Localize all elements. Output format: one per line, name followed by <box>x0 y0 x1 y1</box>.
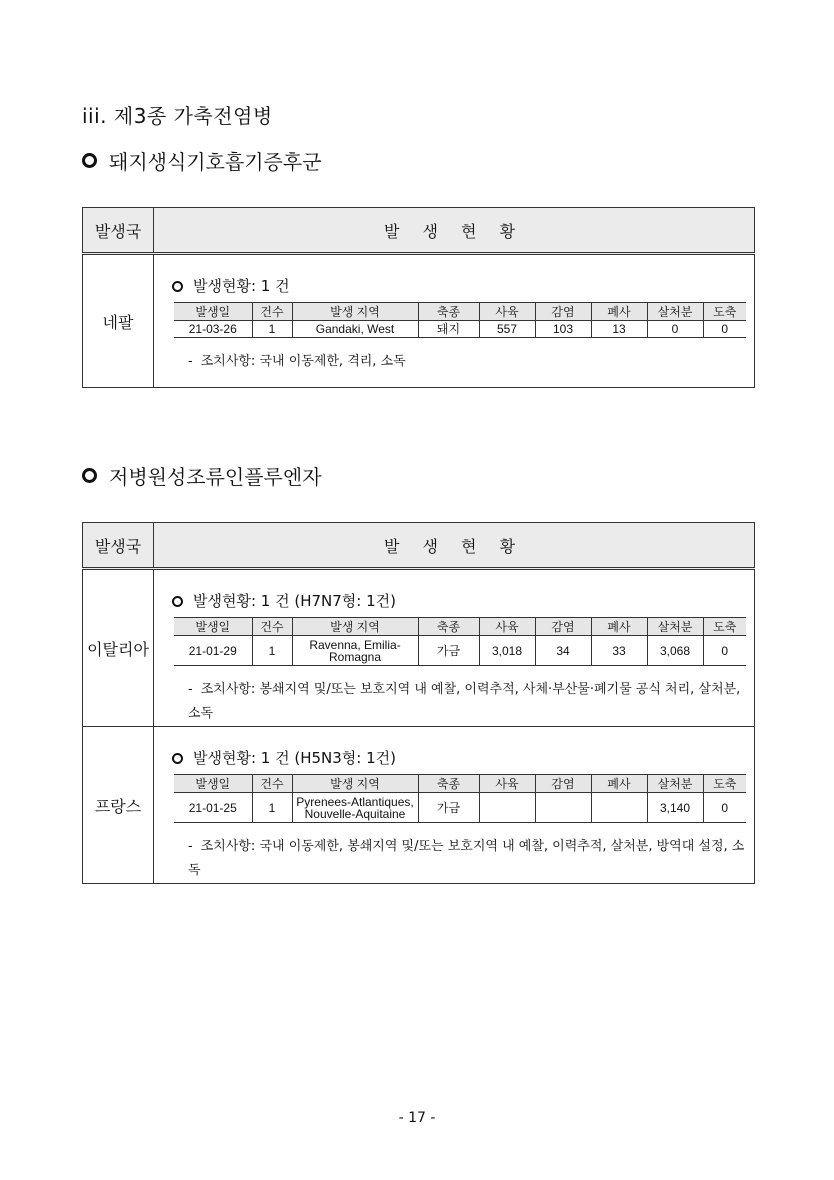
circle-bullet-icon <box>82 468 97 483</box>
col-header: 축종 <box>418 775 479 793</box>
circle-bullet-icon <box>172 281 183 292</box>
cell-infected: 34 <box>535 636 591 666</box>
col-header: 건수 <box>252 775 292 793</box>
table-row <box>174 321 746 338</box>
cell-raised <box>479 793 535 823</box>
col-header: 폐사 <box>591 618 647 636</box>
cell-culled: 3,140 <box>647 793 703 823</box>
col-header: 발생일 <box>174 775 252 793</box>
summary-text: 발생현황: 1 건 (H7N7형: 1건) <box>193 592 396 610</box>
cell-count: 1 <box>252 636 292 666</box>
cell-raised: 3,018 <box>479 636 535 666</box>
cell-count: 1 <box>252 793 292 823</box>
col-header: 도축 <box>703 618 746 636</box>
col-header: 감염 <box>535 303 591 321</box>
col-header: 축종 <box>418 303 479 321</box>
section-title: iii. 제3종 가축전염병 <box>82 104 273 128</box>
detail-header-row <box>174 775 746 793</box>
cell-species: 가금 <box>418 793 479 823</box>
disease-title <box>82 461 322 490</box>
cell-culled: 3,068 <box>647 636 703 666</box>
status-cell <box>154 727 755 884</box>
cell-region: Gandaki, West <box>292 321 418 338</box>
cell-dead: 33 <box>591 636 647 666</box>
col-header: 발생일 <box>174 618 252 636</box>
measures-line: - 조치사항: 국내 이동제한, 봉쇄지역 및/또는 보호지역 내 예찰, 이력추적, 살처분, 방역대 설정, 소독 <box>188 839 745 878</box>
circle-bullet-icon <box>172 596 183 607</box>
detail-header-row <box>174 618 746 636</box>
detail-table <box>174 774 746 823</box>
cell-raised: 557 <box>479 321 535 338</box>
summary-text: 발생현황: 1 건 (H5N3형: 1건) <box>193 749 396 767</box>
col-header: 살처분 <box>647 303 703 321</box>
detail-table <box>174 302 746 338</box>
measures-line: - 조치사항: 봉쇄지역 및/또는 보호지역 내 예찰, 이력추적, 사체·부산물·폐기물 공식 처리, 살처분, 소독 <box>188 682 741 721</box>
col-header: 살처분 <box>647 775 703 793</box>
disease-title <box>82 146 322 175</box>
circle-bullet-icon <box>82 153 97 168</box>
cell-date: 21-01-25 <box>174 793 252 823</box>
cell-infected <box>535 793 591 823</box>
col-header: 폐사 <box>591 303 647 321</box>
circle-bullet-icon <box>172 753 183 764</box>
cell-dead <box>591 793 647 823</box>
country-cell: 프랑스 <box>83 727 154 884</box>
disease-title-text: 돼지생식기호흡기증후군 <box>109 150 322 174</box>
header-country: 발생국 <box>83 208 154 254</box>
status-cell <box>154 569 755 727</box>
cell-count: 1 <box>252 321 292 338</box>
col-header: 발생 지역 <box>292 618 418 636</box>
cell-slaughtered: 0 <box>703 636 746 666</box>
cell-species: 돼지 <box>418 321 479 338</box>
col-header: 사육 <box>479 303 535 321</box>
detail-header-row <box>174 303 746 321</box>
cell-culled: 0 <box>647 321 703 338</box>
col-header: 사육 <box>479 618 535 636</box>
measures-text: 조치사항: 봉쇄지역 및/또는 보호지역 내 예찰, 이력추적, 사체·부산물·폐기물 공식 처리, 살처분, 소독 <box>188 682 741 721</box>
col-header: 발생일 <box>174 303 252 321</box>
col-header: 축종 <box>418 618 479 636</box>
measures-text: 조치사항: 국내 이동제한, 격리, 소독 <box>200 354 406 369</box>
detail-table <box>174 617 746 666</box>
col-header: 살처분 <box>647 618 703 636</box>
col-header: 감염 <box>535 618 591 636</box>
cell-date: 21-03-26 <box>174 321 252 338</box>
header-country: 발생국 <box>83 523 154 569</box>
col-header: 건수 <box>252 618 292 636</box>
status-cell <box>154 254 755 388</box>
disease-title-text: 저병원성조류인플루엔자 <box>109 465 322 489</box>
country-cell: 이탈리아 <box>83 569 154 727</box>
summary-line <box>172 275 746 297</box>
col-header: 건수 <box>252 303 292 321</box>
cell-region: Pyrenees-Atlantiques, Nouvelle-Aquitaine <box>292 793 418 823</box>
cell-slaughtered: 0 <box>703 793 746 823</box>
col-header: 폐사 <box>591 775 647 793</box>
page-number: - 17 - <box>398 1110 436 1126</box>
cell-dead: 13 <box>591 321 647 338</box>
cell-infected: 103 <box>535 321 591 338</box>
table-row <box>174 793 746 823</box>
cell-region: Ravenna, Emilia-Romagna <box>292 636 418 666</box>
measures-text: 조치사항: 국내 이동제한, 봉쇄지역 및/또는 보호지역 내 예찰, 이력추적, 살처분, 방역대 설정, 소독 <box>188 839 745 878</box>
measures-line: - 조치사항: 국내 이동제한, 격리, 소독 <box>188 354 406 369</box>
summary-line <box>172 590 746 612</box>
outbreak-table <box>82 522 755 884</box>
header-status: 발 생 현 황 <box>154 208 755 254</box>
cell-date: 21-01-29 <box>174 636 252 666</box>
col-header: 도축 <box>703 775 746 793</box>
header-status: 발 생 현 황 <box>154 523 755 569</box>
country-cell: 네팔 <box>83 254 154 388</box>
cell-slaughtered: 0 <box>703 321 746 338</box>
col-header: 발생 지역 <box>292 775 418 793</box>
outbreak-table <box>82 207 755 388</box>
col-header: 사육 <box>479 775 535 793</box>
table-row <box>174 636 746 666</box>
col-header: 도축 <box>703 303 746 321</box>
col-header: 발생 지역 <box>292 303 418 321</box>
col-header: 감염 <box>535 775 591 793</box>
summary-line <box>172 747 746 769</box>
cell-species: 가금 <box>418 636 479 666</box>
summary-text: 발생현황: 1 건 <box>193 277 290 295</box>
